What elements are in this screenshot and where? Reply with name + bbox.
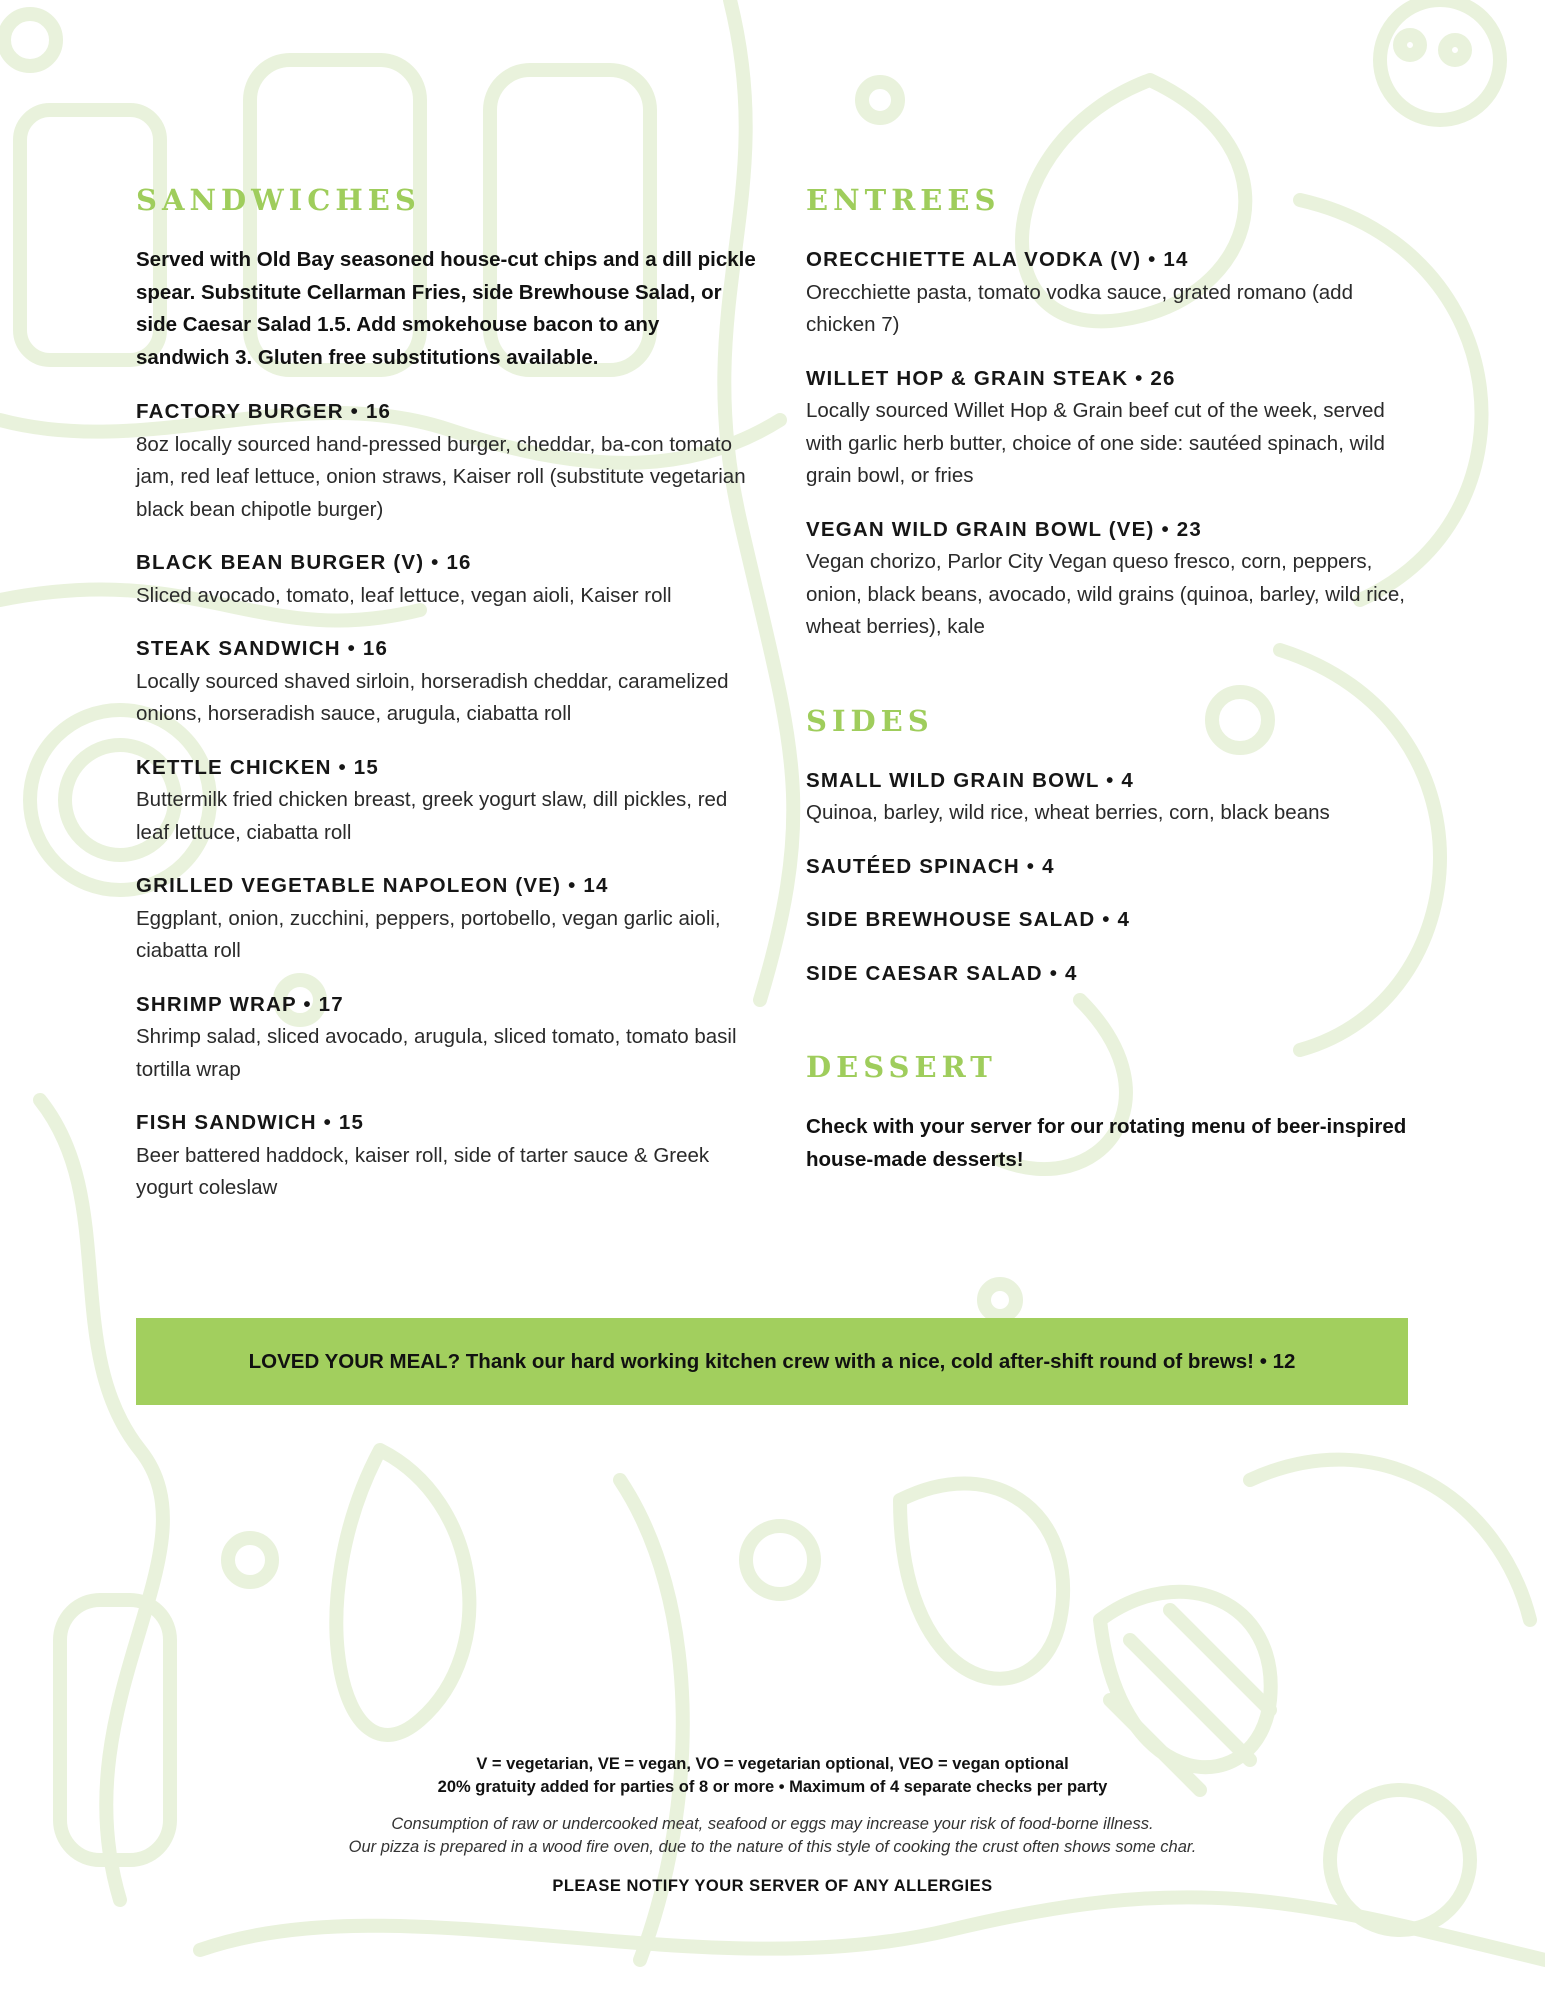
menu-item-title: SMALL WILD GRAIN BOWL • 4 <box>806 768 1134 792</box>
menu-item-description: Quinoa, barley, wild rice, wheat berries, corn, black beans <box>806 801 1330 824</box>
sandwiches-heading: SANDWICHES <box>136 183 421 217</box>
menu-item-description: Locally sourced shaved sirloin, horseradish cheddar, caramelized onions, horseradish sauce, arugula, ciabatta roll <box>136 669 729 725</box>
menu-item-title: STEAK SANDWICH • 16 <box>136 637 389 660</box>
menu-item-description: Vegan chorizo, Parlor City Vegan queso fresco, corn, peppers, onion, black beans, avocado, wild grains (quinoa, barley, wild rice, wheat berries), kale <box>806 550 1406 638</box>
menu-item-description: Eggplant, onion, zucchini, peppers, portobello, vegan garlic aioli, ciabatta roll <box>136 906 721 962</box>
right-column <box>806 178 1426 1198</box>
dessert-heading: DESSERT <box>806 1050 997 1084</box>
entrees-heading: ENTREES <box>806 183 1001 217</box>
gratuity-note: 20% gratuity added for parties of 8 or more • Maximum of 4 separate checks per party <box>437 1778 1108 1796</box>
dietary-legend: V = vegetarian, VE = vegan, VO = vegetarian optional, VEO = vegan optional <box>476 1755 1069 1773</box>
pizza-char-notice: Our pizza is prepared in a wood fire oven, due to the nature of this style of cooking the crust often shows some char. <box>348 1838 1197 1856</box>
menu-item <box>136 870 756 968</box>
menu-item-title: FACTORY BURGER • 16 <box>136 400 392 423</box>
menu-item <box>136 1107 756 1205</box>
menu-item-title: KETTLE CHICKEN • 15 <box>136 755 379 779</box>
menu-item <box>136 396 756 526</box>
menu-item <box>806 514 1426 644</box>
menu-item-description: Orecchiette pasta, tomato vodka sauce, grated romano (add chicken 7) <box>806 280 1353 336</box>
menu-item <box>806 851 1426 884</box>
menu-item <box>136 547 756 612</box>
menu-item-title: SIDE BREWHOUSE SALAD • 4 <box>806 908 1131 931</box>
allergy-notice: PLEASE NOTIFY YOUR SERVER OF ANY ALLERGIES <box>552 1877 993 1895</box>
menu-item-title: BLACK BEAN BURGER (V) • 16 <box>136 551 472 574</box>
menu-item <box>806 904 1426 937</box>
menu-item-title: ORECCHIETTE ALA VODKA (V) • 14 <box>806 248 1189 271</box>
left-column <box>136 178 756 1226</box>
menu-item-title: FISH SANDWICH • 15 <box>136 1111 365 1134</box>
menu-item <box>136 752 756 850</box>
menu-item-description: Shrimp salad, sliced avocado, arugula, sliced tomato, tomato basil tortilla wrap <box>136 1025 737 1081</box>
menu-item-description: Buttermilk fried chicken breast, greek yogurt slaw, dill pickles, red leaf lettuce, ciabatta roll <box>136 788 728 844</box>
menu-item-description: 8oz locally sourced hand-pressed burger, cheddar, ba-con tomato jam, red leaf lettuce, onion straws, Kaiser roll (substitute vegetarian black bean chipotle burger) <box>136 432 746 521</box>
menu-item-description: Beer battered haddock, kaiser roll, side of tarter sauce & Greek yogurt coleslaw <box>136 1143 710 1199</box>
sides-heading: SIDES <box>806 703 934 738</box>
menu-item <box>806 363 1426 493</box>
menu-item-title: VEGAN WILD GRAIN BOWL (VE) • 23 <box>806 517 1202 541</box>
kitchen-crew-banner: LOVED YOUR MEAL? Thank our hard working kitchen crew with a nice, cold after-shift round of brews! • 12 <box>136 1318 1408 1405</box>
menu-item <box>806 244 1426 342</box>
menu-item-title: SIDE CAESAR SALAD • 4 <box>806 961 1078 985</box>
menu-item-description: Locally sourced Willet Hop & Grain beef cut of the week, served with garlic herb butter, choice of one side: sautéed spinach, wild grain bowl, or fries <box>806 399 1385 487</box>
sandwiches-intro: Served with Old Bay seasoned house-cut chips and a dill pickle spear. Substitute Cellarman Fries, side Brewhouse Salad, or side Caesar Salad 1.5. Add smokehouse bacon to any sandwich 3. Gluten free substitutions available. <box>136 248 756 369</box>
menu-item <box>806 765 1426 830</box>
menu-item-description: Sliced avocado, tomato, leaf lettuce, vegan aioli, Kaiser roll <box>136 583 672 607</box>
footer <box>0 1753 1545 1898</box>
menu-item-title: WILLET HOP & GRAIN STEAK • 26 <box>806 366 1176 390</box>
menu-item <box>136 989 756 1087</box>
menu-item-title: GRILLED VEGETABLE NAPOLEON (VE) • 14 <box>136 874 609 897</box>
menu-item <box>136 633 756 731</box>
menu-item-title: SHRIMP WRAP • 17 <box>136 992 344 1016</box>
food-safety-notice: Consumption of raw or undercooked meat, seafood or eggs may increase your risk of food-borne illness. <box>391 1815 1154 1833</box>
dessert-text: Check with your server for our rotating menu of beer-inspired house-made desserts! <box>806 1115 1407 1171</box>
menu-item <box>806 958 1426 991</box>
menu-item-title: SAUTÉED SPINACH • 4 <box>806 854 1055 878</box>
